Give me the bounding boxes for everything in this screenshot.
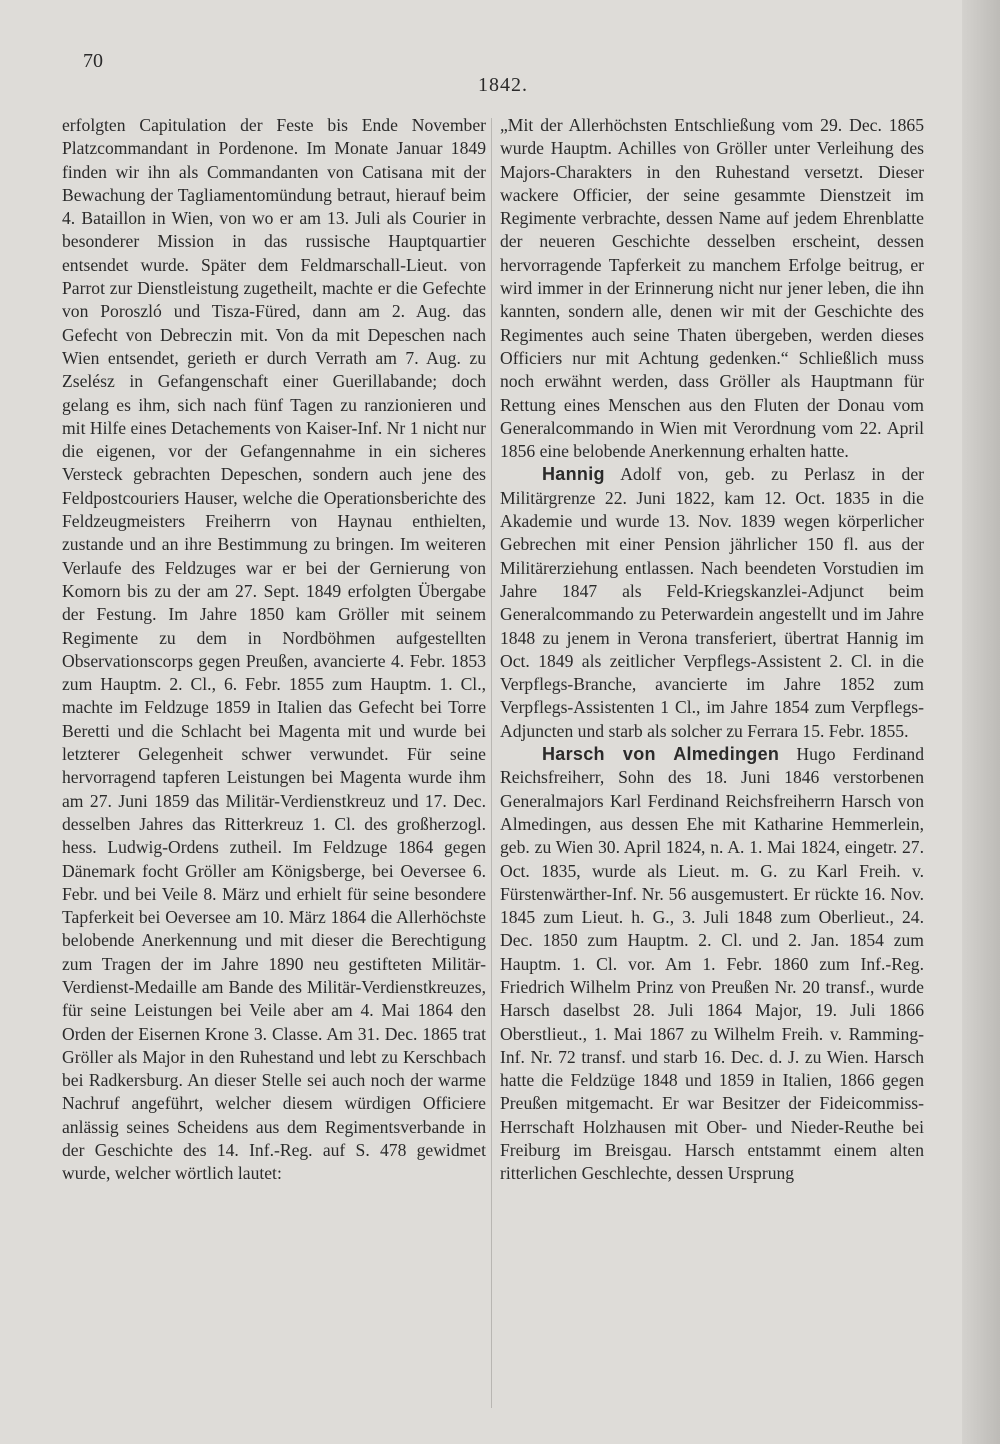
- entry-name: Harsch von Almedingen: [542, 744, 780, 765]
- page-number: 70: [83, 50, 103, 72]
- right-column: [500, 114, 924, 1186]
- entry-text: Hugo Ferdinand Reichsfreiherr, Sohn des 18. Juni 1846 verstorbenen Generalmajors Karl Ferdinand Reichsfreiherrn Harsch von Almedingen, aus dessen Ehe mit Katharine Hemmerlein, geb. zu Wien 30. April 1824, n. A. 1. Mai 1824, eingetr. 27. Oct. 1835, wurde als Lieut. m. G. zu Karl Freih. v. Fürstenwärther-Inf. Nr. 56 ausgemustert. Er rückte 16. Nov. 1845 zum Lieut. h. G., 3. Juli 1848 zum Oberlieut., 24. Dec. 1850 zum Hauptm. 2. Cl. und 2. Jan. 1854 zum Hauptm. 1. Cl. vor. Am 1. Febr. 1860 zum Inf.-Reg. Friedrich Wilhelm Prinz von Preußen Nr. 20 transf., wurde Harsch daselbst 28. Juli 1864 Major, 19. Juli 1866 Oberstlieut., 1. Mai 1867 zu Wilhelm Freih. v. Ramming-Inf. Nr. 72 transf. und starb 16. Dec. d. J. zu Wien. Harsch hatte die Feldzüge 1848 und 1859 in Italien, 1866 gegen Preußen mitgemacht. Er war Besitzer der Fideicommiss-Herrschaft Holzhausen mit Ober- und Nieder-Reuthe bei Freiburg im Breisgau. Harsch entstammt einem alten ritterlichen Geschlechte, dessen Ursprung: [500, 744, 924, 1184]
- left-column-text: erfolgten Capitulation der Feste bis Ende November Platzcommandant in Pordenone. Im Monate Januar 1849 finden wir ihn als Commandanten von Catisana mit der Bewachung der Tagliamentomündung betraut, hierauf beim 4. Bataillon in Wien, von wo er am 13. Juli als Courier in besonderer Mission in das russische Hauptquartier entsendet wurde. Später dem Feldmarschall-Lieut. von Parrot zur Dienstleistung zugetheilt, machte er die Gefechte von Poroszló und Tisza-Füred, dann am 2. Aug. das Gefecht von Debreczin mit. Von da mit Depeschen nach Wien entsendet, gerieth er durch Verrath am 7. Aug. zu Zselész in Gefangenschaft einer Guerillabande; doch gelang es ihm, sich nach fünf Tagen zu ranzionieren und mit Hilfe eines Detachements von Kaiser-Inf. Nr 1 nicht nur die eigenen, vor der Gefangennahme in ein sicheres Versteck gebrachten Depeschen, sondern auch jene des Feldpostcouriers Hauser, welche die Operationsberichte des Feldzeugmeisters Freiherrn von Haynau enthielten, zustande und an ihre Bestimmung zu bringen. Im weiteren Verlaufe des Feldzuges war er bei der Gernierung von Komorn bis zu der am 27. Sept. 1849 erfolgten Übergabe der Festung. Im Jahre 1850 kam Gröller mit seinem Regimente zu dem in Nordböhmen aufgestellten Observationscorps gegen Preußen, avancierte 4. Febr. 1853 zum Hauptm. 2. Cl., 6. Febr. 1855 zum Hauptm. 1. Cl., machte im Feldzuge 1859 in Italien das Gefecht bei Torre Beretti und die Schlacht bei Magenta mit und wurde bei letzterer Gelegenheit schwer verwundet. Für seine hervorragend tapferen Leistungen bei Magenta wurde ihm am 27. Juni 1859 das Militär-Verdienstkreuz und 17. Dec. desselben Jahres das Ritterkreuz 1. Cl. des großherzogl. hess. Ludwig-Ordens zutheil. Im Feldzuge 1864 gegen Dänemark focht Gröller am Königsberge, bei Oeversee 6. Febr. und bei Veile 8. März und erhielt für seine besondere Tapferkeit bei Oeversee am 10. März 1864 die Allerhöchste belobende Anerkennung und mit dieser die Berechtigung zum Tragen der im Jahre 1890 neu gestifteten Militär-Verdienst-Medaille am Bande des Militär-Verdienstkreuzes, für seine Leistungen bei Veile aber am 4. Mai 1864 den Orden der Eisernen Krone 3. Classe. Am 31. Dec. 1865 trat Gröller als Major in den Ruhestand und lebt zu Kerschbach bei Radkersburg. An dieser Stelle sei auch noch der warme Nachruf angeführt, welcher diesem würdigen Officiere anlässig seines Scheidens aus dem Regimentsverbande in der Geschichte des 14. Inf.-Reg. auf S. 478 gewidmet wurde, welcher wörtlich lautet:: [62, 115, 486, 1184]
- biography-entry-harsch: [500, 743, 924, 1186]
- entry-text: Adolf von, geb. zu Perlasz in der Militärgrenze 22. Juni 1822, kam 12. Oct. 1835 in die Akademie und wurde 13. Nov. 1839 wegen körperlicher Gebrechen mit einer Pension jährlicher 150 fl. aus der Militärerziehung entlassen. Nach beendeten Vorstudien im Jahre 1847 als Feld-Kriegskanzlei-Adjunct beim Generalcommando zu Peterwardein angestellt und im Jahre 1848 zu jenem in Verona transferiert, übertrat Hannig im Oct. 1849 als zeitlicher Verpflegs-Assistent 2. Cl. in die Verpflegs-Branche, avancierte im Jahre 1852 zum Verpflegs-Assistenten 1 Cl., im Jahre 1854 zum Verpflegs-Adjuncten und starb als solcher zu Ferrara 15. Febr. 1855.: [500, 464, 924, 741]
- left-column: [62, 114, 486, 1186]
- entry-paragraph: [500, 463, 924, 743]
- running-head-year: 1842.: [478, 74, 528, 96]
- page-edge-shadow: [962, 0, 1000, 1444]
- column-divider: [491, 118, 492, 1408]
- obituary-quote: „Mit der Allerhöchsten Entschließung vom 29. Dec. 1865 wurde Hauptm. Achilles von Gröller unter Verleihung des Majors-Charakters in den Ruhestand versetzt. Dieser wackere Officier, der seine gesammte Dienstzeit im Regimente verbrachte, dessen Name auf jedem Ehrenblatte der neueren Geschichte desselben erscheint, dessen hervorragende Tapferkeit zu manchem Erfolge beitrug, er wird immer in der Erinnerung nicht nur jener leben, die ihn kannten, sondern alle, denen wir mit der Geschichte des Regimentes auch seine Thaten übergeben, werden dieses Officiers nur mit Achtung gedenken.“ Schließlich muss noch erwähnt werden, dass Gröller als Hauptmann für Rettung eines Menschen aus den Fluten der Donau vom Generalcommando in Wien mit Verordnung vom 22. April 1856 eine belobende Anerkennung erhalten hatte.: [500, 115, 924, 462]
- entry-paragraph: [500, 743, 924, 1186]
- biography-entry-hannig: [500, 463, 924, 743]
- entry-name: Hannig: [542, 464, 605, 485]
